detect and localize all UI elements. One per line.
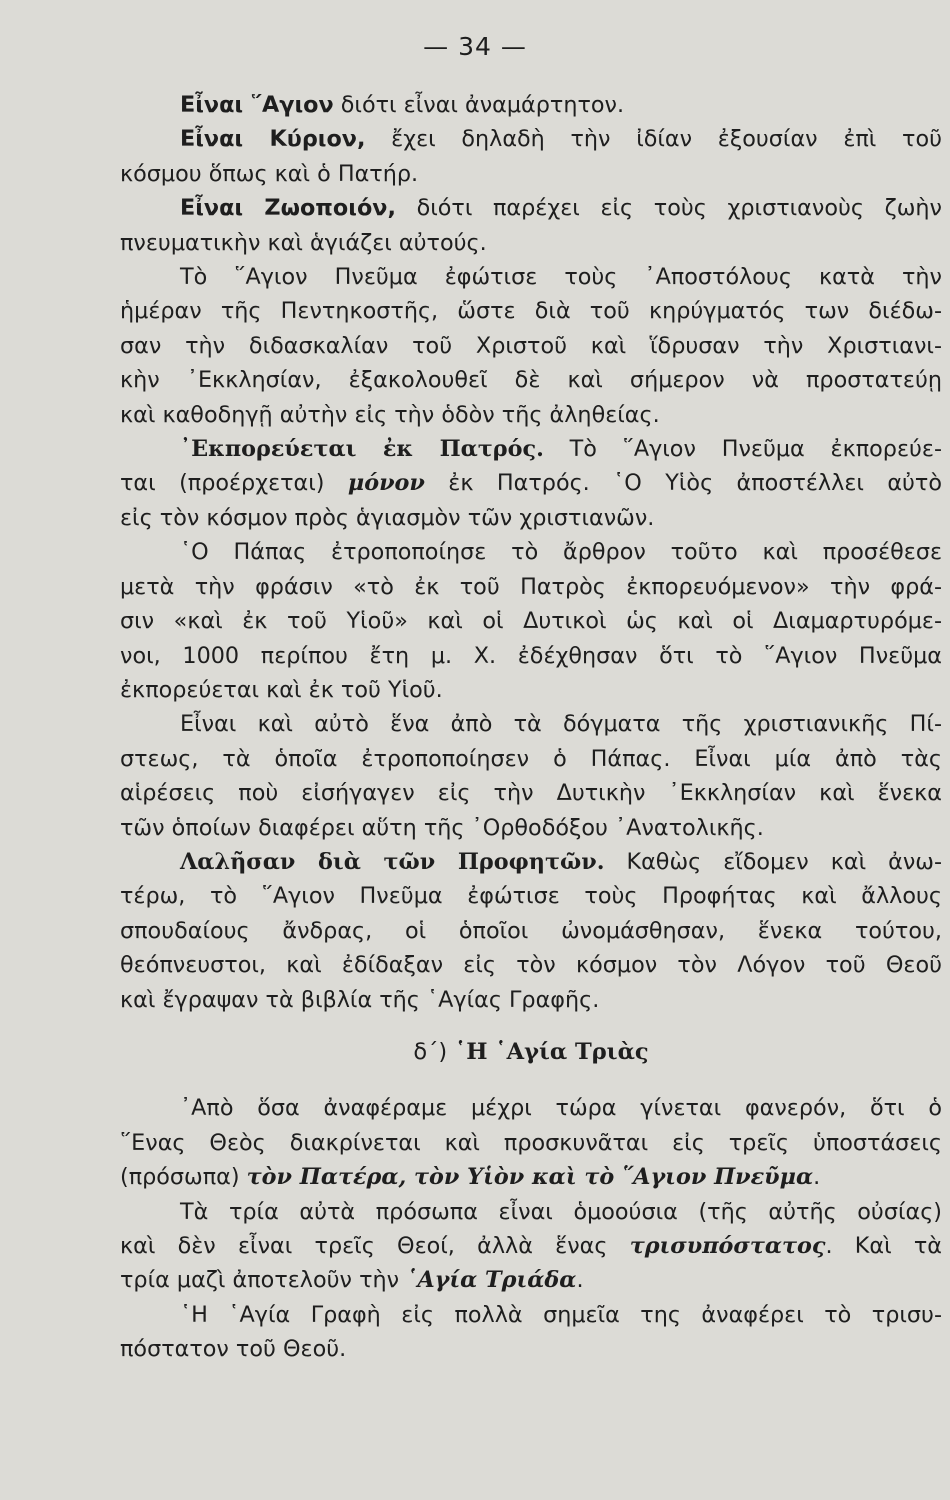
paragraph-trinity-line1: ᾿Απὸ ὅσα ἀναφέραμε μέχρι τώρα γίνεται φανερόν, ὅτι ὁ [180,1095,942,1122]
page-number: — 34 — [423,32,527,61]
paragraph-trinity-line3: (πρόσωπα) τὸν Πατέρα, τὸν Υἱὸν καὶ τὸ ῞Αγιον Πνεῦμα. [120,1164,821,1191]
paragraph-procession-line2: ται (προέρχεται) μόνον ἐκ Πατρός. ῾Ο Υἱὸς ἀποστέλλει αὐτὸ [120,470,942,497]
paragraph-prophets-line3: σπουδαίους ἄνδρας, οἱ ὁποῖοι ὠνομάσθησαν, ἕνεκα τούτου, [120,917,942,944]
paragraph-holy: Εἶναι ῞Αγιον διότι εἶναι ἀναμάρτητον. [180,92,625,118]
paragraph-dogma-line1: Εἶναι καὶ αὐτὸ ἕνα ἀπὸ τὰ δόγματα τῆς χριστιανικῆς Πί- [180,711,942,738]
paragraph-prophets-line5: καὶ ἔγραψαν τὰ βιβλία τῆς ῾Αγίας Γραφῆς. [120,986,600,1013]
lead-phrase: Εἶναι Κύριον, [180,126,366,153]
paragraph-pope-line2: μετὰ τὴν φράσιν «τὸ ἐκ τοῦ Πατρὸς ἐκπορευόμενον» τὴν φρά- [120,573,942,600]
emphasis: τὸν Πατέρα, τὸν Υἱὸν καὶ τὸ ῞Αγιον Πνεῦμα [246,1164,814,1191]
lead-phrase: Λαλῆσαν διὰ τῶν Προφητῶν. [180,848,605,875]
paragraph-dogma-line2: στεως, τὰ ὁποῖα ἐτροποποίησεν ὁ Πάπας. Εἶναι μία ἀπὸ τὰς [120,745,942,772]
emphasis: ῾Αγία Τριάδα [406,1267,577,1294]
paragraph-procession-line1: ᾿Εκπορεύεται ἐκ Πατρός. Τὸ ῞Αγιον Πνεῦμα ἐκπορεύε- [180,436,942,463]
paragraph-lord-line2: κόσμου ὅπως καὶ ὁ Πατήρ. [120,160,419,187]
paragraph-consubstantial-line3: τρία μαζὶ ἀποτελοῦν τὴν ῾Αγία Τριάδα. [120,1267,584,1294]
paragraph-pope-line1: ῾Ο Πάπας ἐτροποποίησε τὸ ἄρθρον τοῦτο καὶ προσέθεσε [180,539,942,566]
paragraph-scripture-line2: πόστατον τοῦ Θεοῦ. [120,1336,347,1363]
paragraph-dogma-line4: τῶν ὁποίων διαφέρει αὕτη τῆς ᾿Ορθοδόξου ᾿Ανατολικῆς. [120,814,764,841]
text-column [120,88,942,1367]
paragraph-trinity-line2: ῞Ενας Θεὸς διακρίνεται καὶ προσκυνᾶται εἰς τρεῖς ὑποστάσεις [120,1129,942,1156]
paragraph-procession-line3: εἰς τὸν κόσμον πρὸς ἁγιασμὸν τῶν χριστιανῶν. [120,504,655,531]
paragraph-prophets-line2: τέρω, τὸ ῞Αγιον Πνεῦμα ἐφώτισε τοὺς Προφήτας καὶ ἄλλους [120,883,942,910]
lead-phrase: Εἶναι ῞Αγιον [180,92,334,118]
paragraph-pope-line5: ἐκπορεύεται καὶ ἐκ τοῦ Υἱοῦ. [120,676,443,703]
paragraph-prophets-line1: Λαλῆσαν διὰ τῶν Προφητῶν. Καθὼς εἴδομεν καὶ ἀνω- [180,848,942,875]
paragraph-lord-line1: Εἶναι Κύριον, ἔχει δηλαδὴ τὴν ἰδίαν ἐξουσίαν ἐπὶ τοῦ [180,126,942,153]
paragraph-pope-line3: σιν «καὶ ἐκ τοῦ Υἱοῦ» καὶ οἱ Δυτικοὶ ὡς καὶ οἱ Διαμαρτυρόμε- [120,608,942,635]
paragraph-prophets-line4: θεόπνευστοι, καὶ ἐδίδαξαν εἰς τὸν κόσμον τὸν Λόγον τοῦ Θεοῦ [120,952,942,979]
paragraph-lifegiving-line1: Εἶναι Ζωοποιόν, διότι παρέχει εἰς τοὺς χριστιανοὺς ζωὴν [180,195,942,222]
emphasis: τρισυπόστατος [629,1233,826,1259]
paragraph-scripture-line1: ῾Η ῾Αγία Γραφὴ εἰς πολλὰ σημεῖα της ἀναφέρει τὸ τρισυ- [180,1301,942,1328]
paragraph-pentecost-line3: σαν τὴν διδασκαλίαν τοῦ Χριστοῦ καὶ ἵδρυσαν τὴν Χριστιανι- [120,332,942,359]
paragraph-consubstantial-line1: Τὰ τρία αὐτὰ πρόσωπα εἶναι ὁμοούσια (τῆς αὐτῆς οὐσίας) [180,1198,942,1225]
paragraph-pope-line4: νοι, 1000 περίπου ἔτη μ. Χ. ἐδέχθησαν ὅτι τὸ ῞Αγιον Πνεῦμα [120,642,942,669]
paragraph-consubstantial-line2: καὶ δὲν εἶναι τρεῖς Θεοί, ἀλλὰ ἕνας τρισυπόστατος. Καὶ τὰ [120,1233,943,1259]
paragraph-dogma-line3: αἱρέσεις ποὺ εἰσήγαγεν εἰς τὴν Δυτικὴν ᾿Εκκλησίαν καὶ ἕνεκα [120,780,942,807]
paragraph-lifegiving-line2: πνευματικὴν καὶ ἁγιάζει αὐτούς. [120,229,487,256]
emphasis: μόνον [347,470,425,497]
paragraph-pentecost-line4: κὴν ᾿Εκκλησίαν, ἐξακολουθεῖ δὲ καὶ σήμερον νὰ προστατεύῃ [120,367,942,394]
paragraph-pentecost-line2: ἡμέραν τῆς Πεντηκοστῆς, ὥστε διὰ τοῦ κηρύγματός των διέδω- [120,298,942,325]
paragraph-pentecost-line1: Τὸ ῞Αγιον Πνεῦμα ἐφώτισε τοὺς ᾿Αποστόλους κατὰ τὴν [180,264,942,291]
lead-phrase: Εἶναι Ζωοποιόν, [180,195,396,222]
lead-phrase: ᾿Εκπορεύεται ἐκ Πατρός. [180,436,544,463]
section-heading: δ΄) ῾Η ῾Αγία Τριὰς [413,1038,649,1065]
paragraph-pentecost-line5: καὶ καθοδηγῇ αὐτὴν εἰς τὴν ὁδὸν τῆς ἀληθείας. [120,401,660,428]
